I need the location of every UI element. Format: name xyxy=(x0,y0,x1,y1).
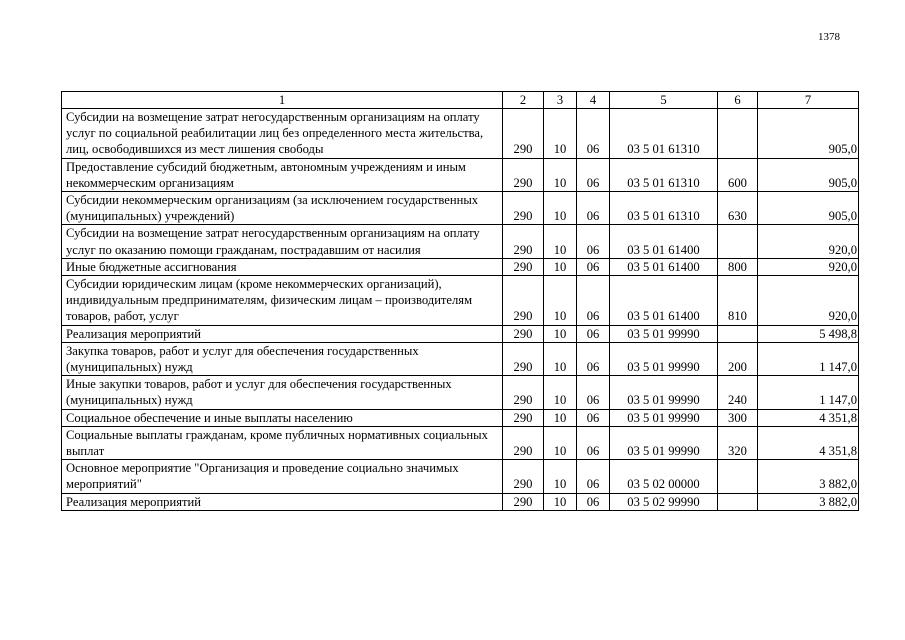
table-row xyxy=(62,376,859,409)
table-row xyxy=(62,426,859,459)
row-description: Субсидии на возмещение затрат негосударственным организациям на оплату услуг по социальной реабилитации лиц без определенного места жительства, лиц, освободившихся из мест лишения свободы xyxy=(62,109,503,159)
row-expense-type: 320 xyxy=(718,426,758,459)
row-section: 10 xyxy=(544,460,577,493)
row-description: Предоставление субсидий бюджетным, автономным учреждениям и иным некоммерческим организациям xyxy=(62,158,503,191)
row-target-article: 03 5 01 99990 xyxy=(610,409,718,426)
row-section: 10 xyxy=(544,258,577,275)
row-amount: 5 498,8 xyxy=(758,325,859,342)
row-code-administrator: 290 xyxy=(503,109,544,159)
header-col-3: 3 xyxy=(544,92,577,109)
header-col-5: 5 xyxy=(610,92,718,109)
row-amount: 905,0 xyxy=(758,109,859,159)
table-row xyxy=(62,460,859,493)
row-subsection: 06 xyxy=(577,342,610,375)
row-target-article: 03 5 02 99990 xyxy=(610,493,718,510)
table-row xyxy=(62,109,859,159)
page-number: 1378 xyxy=(818,31,840,43)
row-subsection: 06 xyxy=(577,376,610,409)
row-target-article: 03 5 01 61400 xyxy=(610,225,718,258)
row-section: 10 xyxy=(544,493,577,510)
table-row xyxy=(62,258,859,275)
row-expense-type xyxy=(718,325,758,342)
row-amount: 920,0 xyxy=(758,258,859,275)
row-description: Иные бюджетные ассигнования xyxy=(62,258,503,275)
header-row xyxy=(62,92,859,109)
row-description: Иные закупки товаров, работ и услуг для обеспечения государственных (муниципальных) нужд xyxy=(62,376,503,409)
row-subsection: 06 xyxy=(577,426,610,459)
row-code-administrator: 290 xyxy=(503,325,544,342)
row-description: Субсидии юридическим лицам (кроме некоммерческих организаций), индивидуальным предпринимателям, физическим лицам – производителям товаров, работ, услуг xyxy=(62,276,503,326)
row-subsection: 06 xyxy=(577,276,610,326)
table-body xyxy=(62,109,859,511)
row-subsection: 06 xyxy=(577,493,610,510)
row-section: 10 xyxy=(544,409,577,426)
row-code-administrator: 290 xyxy=(503,342,544,375)
row-expense-type xyxy=(718,109,758,159)
table-row xyxy=(62,225,859,258)
row-expense-type: 810 xyxy=(718,276,758,326)
row-code-administrator: 290 xyxy=(503,409,544,426)
row-amount: 3 882,0 xyxy=(758,460,859,493)
row-section: 10 xyxy=(544,325,577,342)
row-description: Социальные выплаты гражданам, кроме публичных нормативных социальных выплат xyxy=(62,426,503,459)
table-row xyxy=(62,409,859,426)
table-row xyxy=(62,342,859,375)
row-subsection: 06 xyxy=(577,192,610,225)
row-code-administrator: 290 xyxy=(503,376,544,409)
row-section: 10 xyxy=(544,109,577,159)
header-col-7: 7 xyxy=(758,92,859,109)
row-code-administrator: 290 xyxy=(503,158,544,191)
row-subsection: 06 xyxy=(577,258,610,275)
row-section: 10 xyxy=(544,276,577,326)
row-amount: 905,0 xyxy=(758,158,859,191)
row-amount: 920,0 xyxy=(758,276,859,326)
row-target-article: 03 5 01 99990 xyxy=(610,342,718,375)
row-code-administrator: 290 xyxy=(503,258,544,275)
table-row xyxy=(62,192,859,225)
row-description: Субсидии на возмещение затрат негосударственным организациям на оплату услуг по оказанию помощи гражданам, пострадавшим от насилия xyxy=(62,225,503,258)
row-subsection: 06 xyxy=(577,158,610,191)
row-amount: 1 147,0 xyxy=(758,376,859,409)
row-expense-type: 800 xyxy=(718,258,758,275)
table-row xyxy=(62,493,859,510)
row-expense-type: 200 xyxy=(718,342,758,375)
row-amount: 920,0 xyxy=(758,225,859,258)
row-section: 10 xyxy=(544,192,577,225)
row-expense-type: 630 xyxy=(718,192,758,225)
row-subsection: 06 xyxy=(577,109,610,159)
row-description: Реализация мероприятий xyxy=(62,325,503,342)
row-expense-type xyxy=(718,460,758,493)
header-col-4: 4 xyxy=(577,92,610,109)
row-section: 10 xyxy=(544,158,577,191)
row-target-article: 03 5 01 61400 xyxy=(610,258,718,275)
row-subsection: 06 xyxy=(577,325,610,342)
row-description: Закупка товаров, работ и услуг для обеспечения государственных (муниципальных) нужд xyxy=(62,342,503,375)
row-code-administrator: 290 xyxy=(503,426,544,459)
row-code-administrator: 290 xyxy=(503,192,544,225)
row-code-administrator: 290 xyxy=(503,460,544,493)
row-amount: 905,0 xyxy=(758,192,859,225)
row-description: Субсидии некоммерческим организациям (за исключением государственных (муниципальных) учреждений) xyxy=(62,192,503,225)
row-code-administrator: 290 xyxy=(503,225,544,258)
table-row xyxy=(62,276,859,326)
row-expense-type: 600 xyxy=(718,158,758,191)
header-col-6: 6 xyxy=(718,92,758,109)
budget-table xyxy=(61,91,859,511)
row-target-article: 03 5 02 00000 xyxy=(610,460,718,493)
row-section: 10 xyxy=(544,342,577,375)
row-target-article: 03 5 01 99990 xyxy=(610,426,718,459)
row-description: Основное мероприятие "Организация и проведение социально значимых мероприятий" xyxy=(62,460,503,493)
row-target-article: 03 5 01 99990 xyxy=(610,325,718,342)
row-target-article: 03 5 01 61310 xyxy=(610,192,718,225)
header-col-2: 2 xyxy=(503,92,544,109)
row-amount: 4 351,8 xyxy=(758,409,859,426)
row-description: Социальное обеспечение и иные выплаты населению xyxy=(62,409,503,426)
row-expense-type xyxy=(718,493,758,510)
row-subsection: 06 xyxy=(577,409,610,426)
row-expense-type xyxy=(718,225,758,258)
row-target-article: 03 5 01 61310 xyxy=(610,158,718,191)
row-target-article: 03 5 01 61310 xyxy=(610,109,718,159)
table-row xyxy=(62,158,859,191)
row-subsection: 06 xyxy=(577,225,610,258)
row-expense-type: 300 xyxy=(718,409,758,426)
row-amount: 1 147,0 xyxy=(758,342,859,375)
row-description: Реализация мероприятий xyxy=(62,493,503,510)
row-section: 10 xyxy=(544,426,577,459)
row-section: 10 xyxy=(544,225,577,258)
row-code-administrator: 290 xyxy=(503,276,544,326)
row-expense-type: 240 xyxy=(718,376,758,409)
table-row xyxy=(62,325,859,342)
row-section: 10 xyxy=(544,376,577,409)
row-subsection: 06 xyxy=(577,460,610,493)
row-amount: 4 351,8 xyxy=(758,426,859,459)
row-amount: 3 882,0 xyxy=(758,493,859,510)
row-target-article: 03 5 01 61400 xyxy=(610,276,718,326)
row-target-article: 03 5 01 99990 xyxy=(610,376,718,409)
header-col-1: 1 xyxy=(62,92,503,109)
row-code-administrator: 290 xyxy=(503,493,544,510)
